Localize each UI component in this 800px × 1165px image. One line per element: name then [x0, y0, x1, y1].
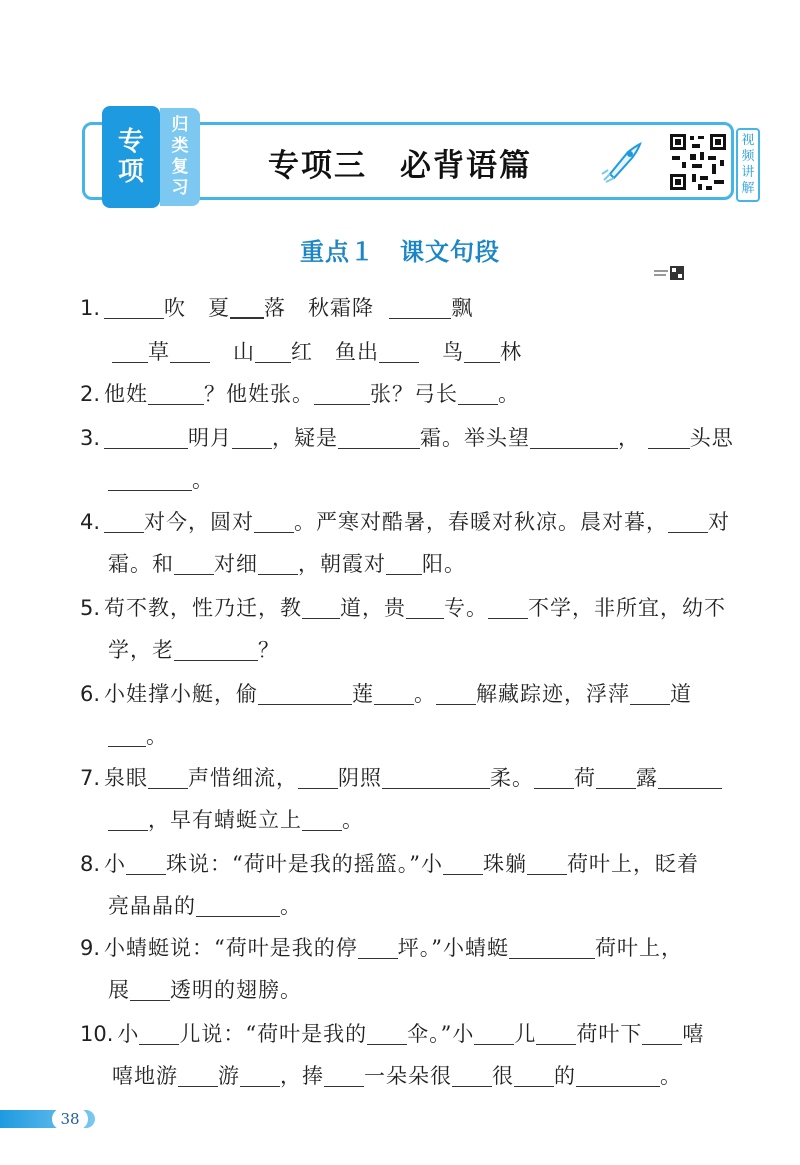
question-text: 道: [670, 682, 693, 706]
question-text: 声惜细流，: [188, 766, 299, 790]
blank[interactable]: [386, 554, 422, 575]
question-number: 4.: [80, 510, 101, 534]
question-text: 嘻: [682, 1022, 705, 1046]
blank[interactable]: [230, 297, 264, 319]
blank[interactable]: [324, 1066, 364, 1087]
question-1-line-2: [112, 336, 522, 366]
question-text: ，早有蜻蜓立上: [148, 808, 302, 832]
question-text: 坪。”小蜻蜓: [397, 936, 510, 960]
question-text: 伞。”小: [407, 1022, 475, 1046]
question-text: ，疑是: [272, 426, 339, 450]
video-tag-char: 视: [741, 133, 755, 148]
blank[interactable]: [530, 428, 618, 449]
blank[interactable]: [314, 384, 370, 405]
blank[interactable]: [338, 428, 420, 449]
blank[interactable]: [527, 854, 567, 875]
blank[interactable]: [108, 470, 192, 491]
question-text: 的: [554, 1064, 576, 1088]
question-text: 。: [414, 682, 437, 706]
blank[interactable]: [464, 342, 500, 363]
question-text: 他姓: [104, 382, 149, 406]
blank[interactable]: [302, 598, 340, 619]
question-text: 林: [500, 340, 523, 364]
question-text: 飘: [451, 296, 474, 320]
question-text: 霜。举头望: [420, 426, 531, 450]
qr-code-icon[interactable]: [668, 132, 728, 192]
question-text: 。: [660, 1064, 682, 1088]
question-text: 阳。: [422, 552, 466, 576]
question-7-line-2: [108, 804, 364, 834]
blank[interactable]: [367, 1024, 407, 1045]
question-text: 霜。和: [108, 552, 174, 576]
question-text: 荷叶下: [576, 1022, 643, 1046]
blank[interactable]: [298, 768, 338, 789]
question-text: 亮晶晶的: [108, 894, 196, 918]
blank[interactable]: [452, 1066, 492, 1087]
question-text: 明月: [188, 426, 233, 450]
rocket-icon: [600, 140, 644, 184]
question-text: 苟不教，性乃迁，教: [104, 596, 303, 620]
question-10: [80, 1018, 704, 1048]
question-text: 透明的翅膀。: [170, 978, 302, 1002]
question-text: 吹 夏: [164, 296, 231, 320]
question-text: 阴照: [338, 766, 383, 790]
blank[interactable]: [509, 938, 595, 959]
question-text: 小娃撑小艇，偷: [104, 682, 259, 706]
blank[interactable]: [130, 980, 170, 1001]
blank[interactable]: [658, 768, 722, 789]
blank[interactable]: [630, 684, 670, 705]
question-9: [80, 932, 683, 962]
question-text: 对: [708, 510, 731, 534]
blank[interactable]: [258, 684, 352, 705]
question-number: 9.: [80, 936, 101, 960]
question-number: 8.: [80, 852, 101, 876]
blank[interactable]: [642, 1024, 682, 1045]
question-text: 解藏踪迹，浮萍: [476, 682, 631, 706]
badge-guilei-fuxi: [160, 108, 200, 206]
question-text: 露: [636, 766, 659, 790]
question-5-line-2: [108, 634, 280, 664]
question-3-line-2: [108, 464, 214, 494]
blank[interactable]: [126, 854, 166, 875]
blank[interactable]: [382, 768, 490, 789]
question-text: 莲: [352, 682, 375, 706]
blank[interactable]: [104, 428, 188, 449]
blank[interactable]: [148, 384, 204, 405]
question-text: 一朵朵很: [364, 1064, 452, 1088]
question-6: [80, 678, 692, 708]
question-number: 2.: [80, 382, 101, 406]
question-text: 泉眼: [104, 766, 149, 790]
video-tag-char: 频: [741, 149, 755, 164]
blank[interactable]: [174, 554, 214, 575]
blank[interactable]: [648, 428, 690, 449]
blank[interactable]: [443, 854, 483, 875]
question-text: 山: [233, 340, 256, 364]
blank[interactable]: [488, 598, 528, 619]
blank[interactable]: [379, 342, 419, 363]
question-text: 。: [192, 468, 214, 492]
question-text: 学，老: [108, 638, 174, 662]
blank[interactable]: [536, 1024, 576, 1045]
question-number: 1.: [80, 296, 101, 320]
question-6-line-2: [108, 720, 168, 750]
blank[interactable]: [534, 768, 574, 789]
blank[interactable]: [104, 512, 144, 533]
question-3: [80, 422, 734, 452]
blank[interactable]: [178, 1066, 218, 1087]
blank[interactable]: [174, 640, 258, 661]
question-text: 对今，圆对: [144, 510, 255, 534]
badge-char: 复: [171, 157, 189, 177]
badge-char: 类: [171, 136, 189, 156]
blank[interactable]: [668, 512, 708, 533]
question-text: 游: [218, 1064, 240, 1088]
question-text: 不学，非所宜，幼不: [528, 596, 727, 620]
blank[interactable]: [576, 1066, 660, 1087]
question-text: 。: [280, 894, 302, 918]
question-2: [80, 378, 520, 408]
badge-char: 习: [171, 178, 189, 198]
question-text: 。: [342, 808, 364, 832]
video-tag-char: 讲: [741, 165, 755, 180]
blank[interactable]: [254, 512, 294, 533]
blank[interactable]: [302, 810, 342, 831]
question-9-line-2: [108, 974, 302, 1004]
blank[interactable]: [436, 684, 476, 705]
question-text: ，捧: [280, 1064, 324, 1088]
question-text: 。: [146, 724, 168, 748]
question-text: 张？弓长: [370, 382, 459, 406]
blank[interactable]: [139, 1024, 179, 1045]
question-8-line-2: [108, 890, 302, 920]
question-text: 儿说：“荷叶是我的: [179, 1022, 368, 1046]
page-number: 38: [52, 1108, 88, 1130]
blank[interactable]: [255, 342, 291, 363]
blank[interactable]: [358, 938, 398, 959]
question-text: 。严寒对酷暑，春暖对秋凉。晨对暮，: [294, 510, 669, 534]
question-text: ，朝霞对: [298, 552, 386, 576]
blank[interactable]: [406, 598, 444, 619]
blank[interactable]: [474, 1024, 514, 1045]
question-text: 对细: [214, 552, 258, 576]
blank[interactable]: [108, 726, 146, 747]
mini-qr-icon: [654, 266, 684, 280]
blank[interactable]: [104, 298, 164, 319]
question-text: 很: [492, 1064, 514, 1088]
question-text: 珠说：“荷叶是我的摇篮。”小: [166, 852, 444, 876]
blank[interactable]: [374, 684, 414, 705]
blank[interactable]: [196, 896, 280, 917]
question-5: [80, 592, 726, 622]
question-text: ，: [618, 426, 641, 450]
question-1: [80, 292, 473, 322]
video-explanation-tag[interactable]: [736, 128, 760, 202]
question-number: 7.: [80, 766, 101, 790]
question-text: 珠躺: [483, 852, 528, 876]
question-number: 3.: [80, 426, 101, 450]
question-text: 。: [498, 382, 521, 406]
badge-char: 项: [117, 157, 144, 187]
question-text: 柔。: [490, 766, 535, 790]
question-8: [80, 848, 699, 878]
question-text: 鸟: [442, 340, 465, 364]
blank[interactable]: [232, 428, 272, 449]
blank[interactable]: [240, 1066, 280, 1087]
badge-zhuanxiang: [102, 106, 160, 208]
question-text: 儿: [514, 1022, 537, 1046]
blank[interactable]: [112, 342, 148, 363]
blank[interactable]: [170, 342, 210, 363]
question-number: 6.: [80, 682, 101, 706]
question-text: ？: [258, 638, 280, 662]
question-text: 专。: [444, 596, 489, 620]
question-text: 展: [108, 978, 130, 1002]
question-number: 10.: [80, 1022, 114, 1046]
blank[interactable]: [458, 384, 498, 405]
blank[interactable]: [148, 768, 188, 789]
question-text: 荷叶上，眨着: [567, 852, 700, 876]
question-text: 嘻地游: [112, 1064, 178, 1088]
question-text: 小: [117, 1022, 140, 1046]
blank[interactable]: [258, 554, 298, 575]
blank[interactable]: [389, 298, 451, 319]
badge-char: 归: [171, 115, 189, 135]
question-10-line-2: [112, 1060, 682, 1090]
question-text: 小蜻蜓说：“荷叶是我的停: [104, 936, 358, 960]
question-text: 红 鱼出: [291, 340, 380, 364]
blank[interactable]: [514, 1066, 554, 1087]
section-title: 重点１ 课文句段: [300, 237, 500, 266]
question-text: 道，贵: [340, 596, 407, 620]
question-number: 5.: [80, 596, 101, 620]
question-text: 小: [104, 852, 127, 876]
question-4-line-2: [108, 548, 466, 578]
badge-char: 专: [117, 127, 144, 157]
question-7: [80, 762, 722, 792]
question-text: 草: [148, 340, 170, 364]
question-text: ？他姓张。: [204, 382, 315, 406]
blank[interactable]: [596, 768, 636, 789]
question-text: 落 秋霜降: [264, 296, 375, 320]
question-text: 荷叶上，: [595, 936, 684, 960]
page-title: 专项三 必背语篇: [268, 148, 532, 184]
question-text: 头思: [689, 426, 734, 450]
question-text: 荷: [574, 766, 597, 790]
blank[interactable]: [108, 810, 148, 831]
video-tag-char: 解: [741, 181, 755, 196]
question-4: [80, 506, 730, 536]
